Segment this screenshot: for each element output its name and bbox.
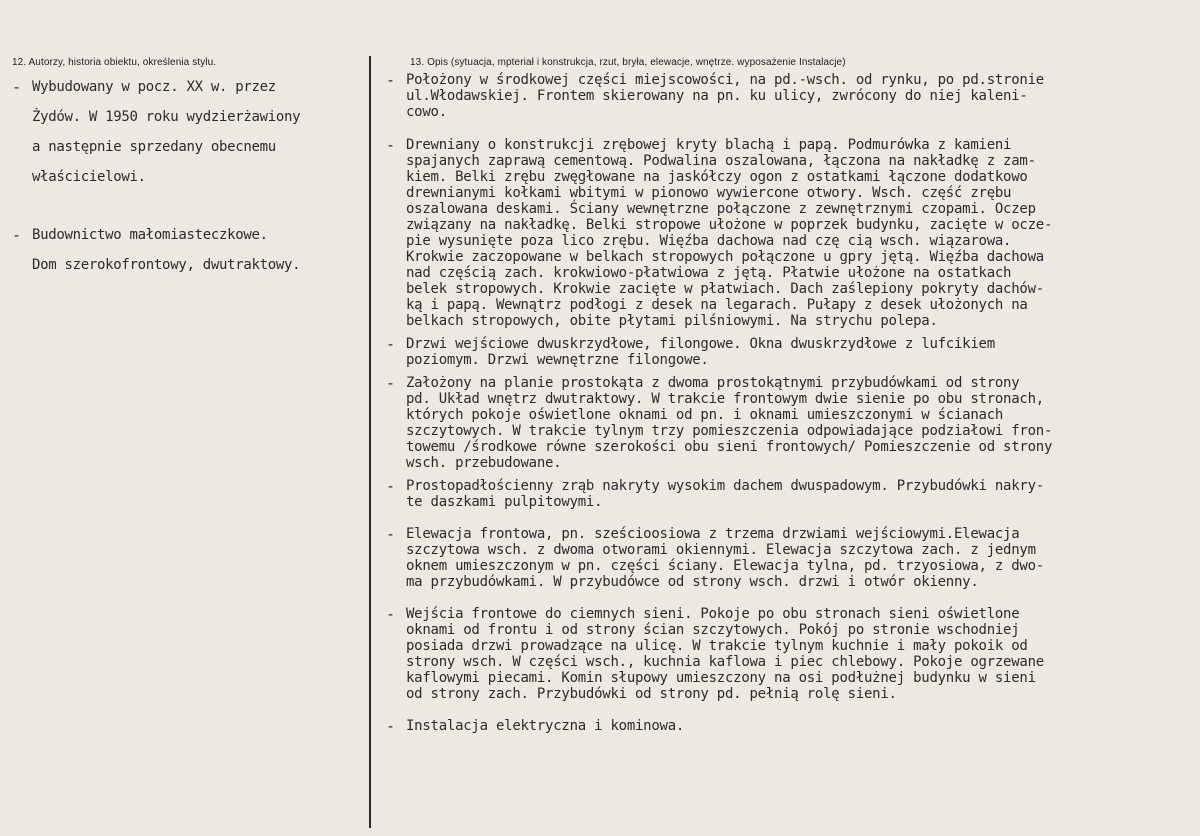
paragraph-lines — [406, 375, 1192, 471]
paragraph — [386, 375, 1192, 471]
text-line: szczytowa wsch. z dwoma otworami okiennymi. Elewacja szczytowa zach. z jednym — [406, 542, 1036, 558]
text-line: te daszkami pulpitowymi. — [406, 494, 603, 510]
bullet-dash: - — [386, 136, 396, 154]
text-line: Wybudowany w pocz. XX w. przez — [32, 79, 276, 95]
text-line: ma przybudówkami. W przybudówce od strony wsch. drzwi i otwór okienny. — [406, 574, 979, 590]
text-line: Żydów. W 1950 roku wydzierżawiony — [32, 109, 301, 125]
bullet-dash: - — [12, 78, 22, 96]
text-line: spajanych zaprawą cementową. Podwalina oszalowana, łączona na nakładkę z zam- — [406, 153, 1036, 169]
bullet-dash: - — [386, 605, 396, 623]
text-line: cowo. — [406, 104, 447, 120]
bullet-dash: - — [386, 374, 396, 392]
text-line: Dom szerokofrontowy, dwutraktowy. — [32, 257, 301, 273]
paragraph — [12, 220, 366, 280]
text-line: pd. Układ wnętrz dwutraktowy. W trakcie frontowym dwie sienie po obu stronach, — [406, 391, 1044, 407]
column-divider — [369, 56, 371, 828]
paragraph — [386, 606, 1192, 702]
text-line: Wejścia frontowe do ciemnych sieni. Pokoje po obu stronach sieni oświetlone — [406, 606, 1020, 622]
paragraph — [386, 72, 1192, 120]
text-line: od strony zach. Przybudówki od strony pd. pełnią rolę sieni. — [406, 686, 897, 702]
text-line: a następnie sprzedany obecnemu — [32, 139, 276, 155]
paragraph-lines — [406, 526, 1192, 590]
text-line: Krokwie zaczopowane w belkach stropowych połączone u gpry jętą. Więźba dachowa — [406, 249, 1044, 265]
text-line: belek stropowych. Krokwie zacięte w płatwiach. Dach zaślepiony pokryty dachów- — [406, 281, 1044, 297]
text-line: których pokoje oświetlone oknami od pn. i oknami umieszczonymi w ścianach — [406, 407, 1004, 423]
paragraph-lines — [406, 137, 1192, 329]
paragraph — [386, 137, 1192, 329]
text-line: Drewniany o konstrukcji zrębowej kryty blachą i papą. Podmurówka z kamieni — [406, 137, 1012, 153]
text-line: oszalowana deskami. Ściany wewnętrzne połączone z zewnętrznymi czopami. Oczep — [406, 201, 1036, 217]
paragraph-lines — [32, 220, 366, 280]
paragraph — [386, 478, 1192, 510]
section-13-header: 13. Opis (sytuacja, mpteriał i konstrukcja, rzut, bryła, elewacje, wnętrze. wyposażenie Instalacje) — [410, 57, 846, 68]
text-line: Instalacja elektryczna i kominowa. — [406, 718, 685, 734]
paragraph-lines — [32, 72, 366, 192]
text-line: strony wsch. W części wsch., kuchnia kaflowa i piec chlebowy. Pokoje ogrzewane — [406, 654, 1044, 670]
text-line: poziomym. Drzwi wewnętrzne filongowe. — [406, 352, 709, 368]
text-line: Drzwi wejściowe dwuskrzydłowe, filongowe. Okna dwuskrzydłowe z lufcikiem — [406, 336, 995, 352]
text-line: Założony na planie prostokąta z dwoma prostokątnymi przybudówkami od strony — [406, 375, 1020, 391]
bullet-dash: - — [12, 226, 22, 244]
text-line: kaflowymi piecami. Komin słupowy umieszczony na osi podłużnej budynku w sieni — [406, 670, 1036, 686]
text-line: ką i papą. Wewnątrz podłogi z desek na legarach. Pułapy z desek ułożonych na — [406, 297, 1028, 313]
authors-history-column — [12, 72, 366, 280]
text-line: drewnianymi kołkami wbitymi w pionowo wywiercone otwory. Wsch. część zrębu — [406, 185, 1012, 201]
text-line: związany na nakładkę. Belki stropowe ułożone w poprzek budynku, zacięte w ocze- — [406, 217, 1053, 233]
text-line: Budownictwo małomiasteczkowe. — [32, 227, 268, 243]
paragraph — [12, 72, 366, 192]
paragraph — [386, 336, 1192, 368]
text-line: pie wysunięte poza lico zrębu. Więźba dachowa nad czę cią wsch. wiązarowa. — [406, 233, 1012, 249]
text-line: ul.Włodawskiej. Frontem skierowany na pn. ku ulicy, zwrócony do niej kaleni- — [406, 88, 1028, 104]
section-12-header: 12. Autorzy, historia obiektu, określenia stylu. — [12, 57, 217, 68]
paragraph-lines — [406, 478, 1192, 510]
paragraph — [386, 526, 1192, 590]
paragraph — [386, 718, 1192, 734]
bullet-dash: - — [386, 525, 396, 543]
paragraph-lines — [406, 718, 1192, 734]
text-line: posiada drzwi prowadzące na ulicę. W trakcie tylnym kuchnie i mały pokoik od — [406, 638, 1028, 654]
description-column — [386, 72, 1192, 734]
bullet-dash: - — [386, 71, 396, 89]
paragraph-lines — [406, 606, 1192, 702]
text-line: towemu /środkowe równe szerokości obu sieni frontowych/ Pomieszczenie od strony — [406, 439, 1053, 455]
text-line: nad częścią zach. krokwiowo-płatwiowa z jętą. Płatwie ułożone na ostatkach — [406, 265, 1012, 281]
text-line: kiem. Belki zrębu zwęgłowane na jaskółczy ogon z ostatkami łączone dodatkowo — [406, 169, 1028, 185]
text-line: Położony w środkowej części miejscowości, na pd.-wsch. od rynku, po pd.stronie — [406, 72, 1044, 88]
text-line: Elewacja frontowa, pn. sześcioosiowa z trzema drzwiami wejściowymi.Elewacja — [406, 526, 1020, 542]
text-line: Prostopadłościenny zrąb nakryty wysokim dachem dwuspadowym. Przybudówki nakry- — [406, 478, 1044, 494]
text-line: wsch. przebudowane. — [406, 455, 562, 471]
paragraph-lines — [406, 336, 1192, 368]
bullet-dash: - — [386, 717, 396, 735]
text-line: oknem umieszczonym w pn. części ściany. Elewacja tylna, pd. trzyosiowa, z dwo- — [406, 558, 1044, 574]
text-line: oknami od frontu i od strony ścian szczytowych. Pokój po stronie wschodniej — [406, 622, 1020, 638]
bullet-dash: - — [386, 335, 396, 353]
paragraph-lines — [406, 72, 1192, 120]
text-line: belkach stropowych, obite płytami pilśniowymi. Na strychu polepa. — [406, 313, 938, 329]
text-line: właścicielowi. — [32, 169, 146, 185]
bullet-dash: - — [386, 477, 396, 495]
text-line: szczytowych. W trakcie tylnym trzy pomieszczenia odpowiadające podziałowi fron- — [406, 423, 1053, 439]
